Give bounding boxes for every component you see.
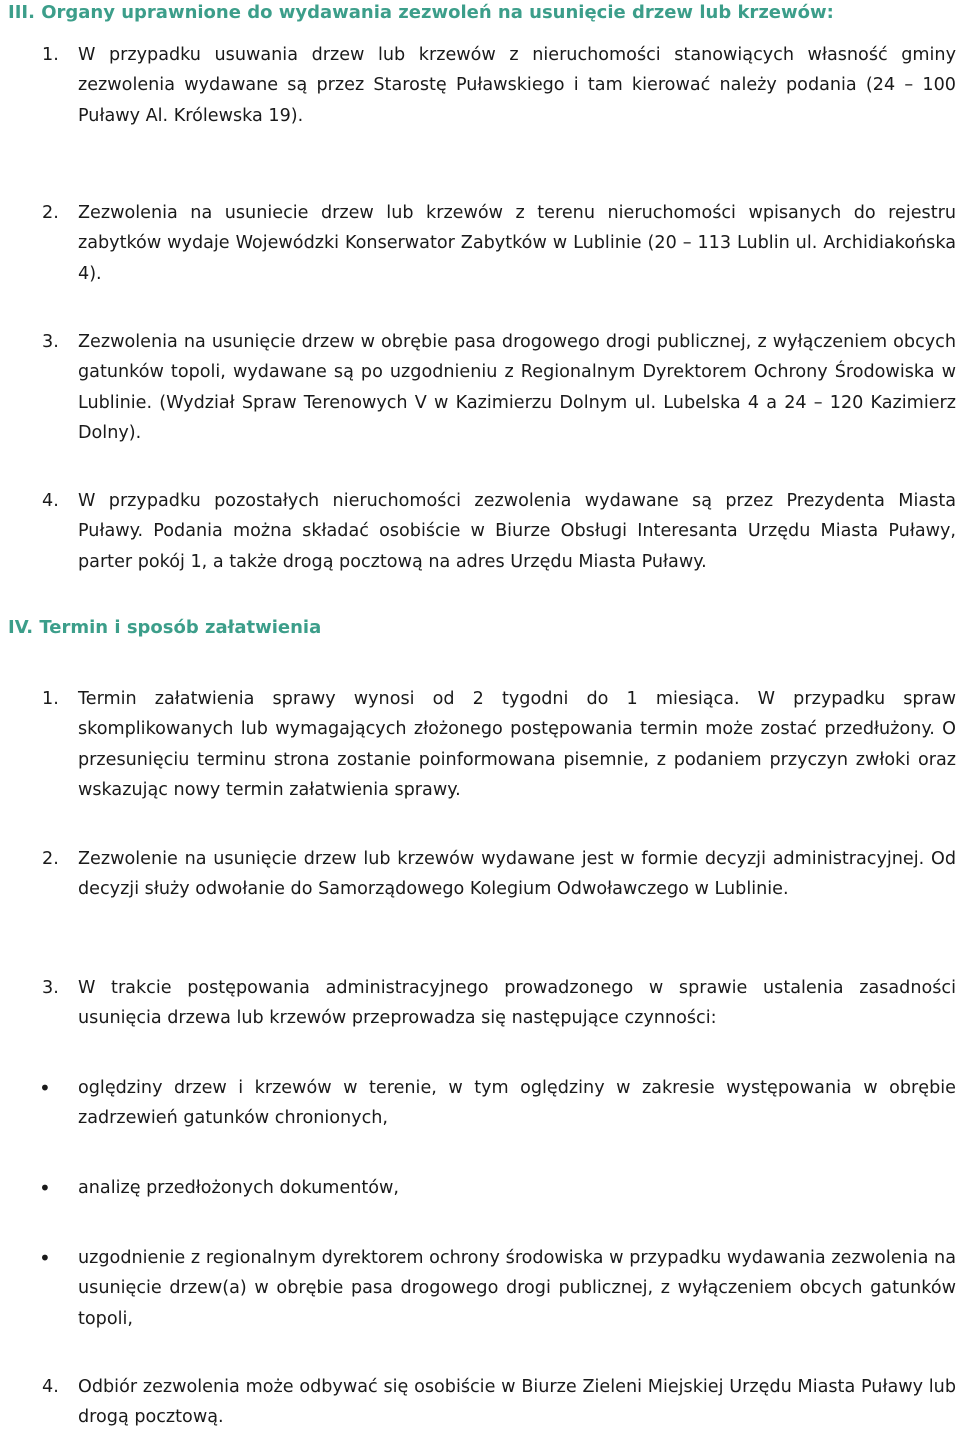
paragraph: Zezwolenia na usunięcie drzew w obrębie pasa drogowego drogi publicznej, z wyłączeniem obcych gatunków topoli, wydawane są po uzgodnieniu z Regionalnym Dyrektorem Ochrony Środowiska w Lublinie. (Wydział Spraw Terenowych V w Kazimierzu Dolnym ul. Lubelska 4 a 24 – 120 Kazimierz Dolny).: [78, 332, 956, 444]
bullet-icon: •: [39, 1176, 51, 1200]
section-3-heading: III. Organy uprawnione do wydawania zezwoleń na usunięcie drzew lub krzewów:: [8, 2, 834, 23]
list-item: analizę przedłożonych dokumentów,: [78, 1178, 399, 1198]
bullet-icon: •: [39, 1246, 51, 1270]
item-number: 3.: [42, 332, 59, 352]
item-number: 2.: [42, 203, 59, 223]
item-number: 4.: [42, 1377, 59, 1397]
paragraph: Odbiór zezwolenia może odbywać się osobiście w Biurze Zieleni Miejskiej Urzędu Miasta Puławy lub drogą pocztową.: [78, 1377, 956, 1428]
paragraph: W przypadku usuwania drzew lub krzewów z nieruchomości stanowiących własność gminy zezwolenia wydawane są przez Starostę Puławskiego i tam kierować należy podania (24 – 100 Puławy Al. Królewska 19).: [78, 45, 956, 126]
paragraph: Zezwolenie na usunięcie drzew lub krzewów wydawane jest w formie decyzji administracyjnej. Od decyzji służy odwołanie do Samorządowego Kolegium Odwoławczego w Lublinie.: [78, 849, 956, 900]
item-number: 1.: [42, 45, 59, 65]
item-number: 4.: [42, 491, 59, 511]
paragraph: Termin załatwienia sprawy wynosi od 2 tygodni do 1 miesiąca. W przypadku spraw skomplikowanych lub wymagających złożonego postępowania termin może zostać przedłużony. O przesunięciu terminu strona zostanie poinformowana pisemnie, z podaniem przyczyn zwłoki oraz wskazując nowy termin załatwienia sprawy.: [78, 689, 956, 801]
paragraph: Zezwolenia na usuniecie drzew lub krzewów z terenu nieruchomości wpisanych do rejestru zabytków wydaje Wojewódzki Konserwator Zabytków w Lublinie (20 – 113 Lublin ul. Archidiakońska 4).: [78, 203, 956, 284]
list-item: uzgodnienie z regionalnym dyrektorem ochrony środowiska w przypadku wydawania zezwolenia na usunięcie drzew(a) w obrębie pasa drogowego drogi publicznej, z wyłączeniem obcych gatunków topoli,: [78, 1248, 956, 1329]
bullet-icon: •: [39, 1076, 51, 1100]
section-4-heading: IV. Termin i sposób załatwienia: [8, 617, 322, 638]
list-item: oględziny drzew i krzewów w terenie, w tym oględziny w zakresie występowania w obrębie zadrzewień gatunków chronionych,: [78, 1078, 956, 1129]
item-number: 3.: [42, 978, 59, 998]
item-number: 1.: [42, 689, 59, 709]
item-number: 2.: [42, 849, 59, 869]
paragraph: W przypadku pozostałych nieruchomości zezwolenia wydawane są przez Prezydenta Miasta Puławy. Podania można składać osobiście w Biurze Obsługi Interesanta Urzędu Miasta Puławy, parter pokój 1, a także drogą pocztową na adres Urzędu Miasta Puławy.: [78, 491, 956, 572]
paragraph: W trakcie postępowania administracyjnego prowadzonego w sprawie ustalenia zasadności usunięcia drzewa lub krzewów przeprowadza się następujące czynności:: [78, 978, 956, 1029]
